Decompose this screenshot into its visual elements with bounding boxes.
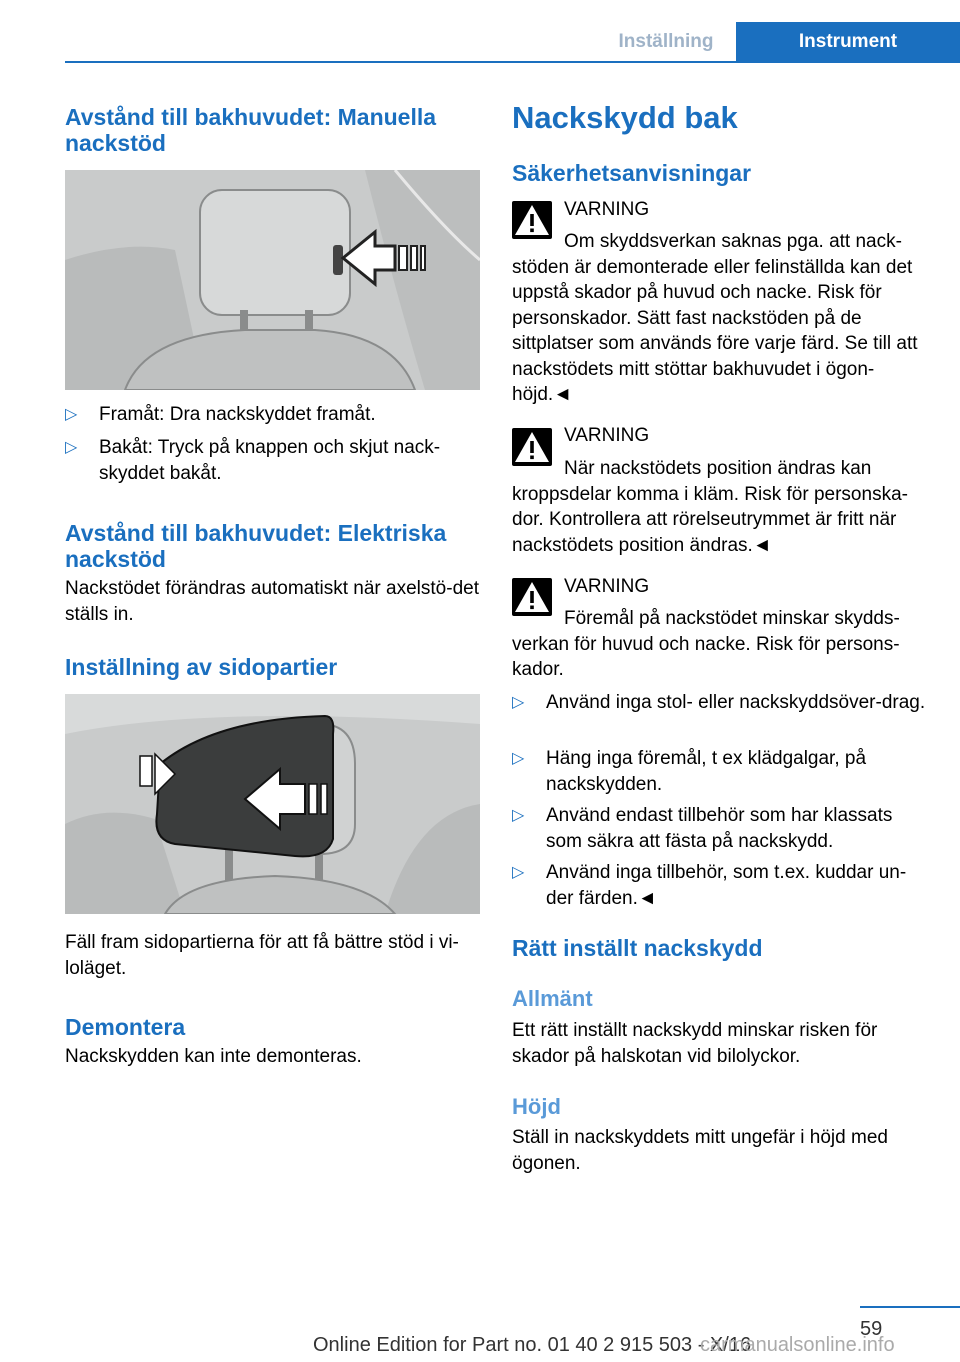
paragraph-height: Ställ in nackskyddets mitt ungefär i höjd med ögonen.	[512, 1127, 888, 1174]
list-item: ▷ Häng inga föremål, t ex klädgalgar, på nackskydden.	[512, 748, 867, 795]
watermark: carmanualsonline.info	[700, 1334, 895, 1356]
triangle-bullet-icon: ▷	[512, 807, 525, 824]
triangle-bullet-icon: ▷	[512, 694, 525, 711]
warning-label: VARNING	[564, 576, 650, 597]
list-item: ▷ Bakåt: Tryck på knappen och skjut nack-skyddet bakåt.	[65, 437, 441, 484]
page-title: Nackskydd bak	[512, 100, 738, 135]
footer-divider	[860, 1306, 960, 1308]
paragraph-remove: Nackskydden kan inte demonteras.	[65, 1046, 362, 1067]
paragraph-general: Ett rätt inställt nackskydd minskar risken för skador på halskotan vid bilolyckor.	[512, 1020, 878, 1067]
heading-safety: Säkerhetsanvisningar	[512, 160, 752, 186]
warning-text: Föremål på nackstödet minskar skydds-verkan för huvud och nacke. Risk för persons-kador.	[512, 608, 900, 680]
paragraph-electric: Nackstödet förändras automatiskt när axelstö-det ställs in.	[65, 578, 479, 625]
heading-remove: Demontera	[65, 1014, 186, 1040]
heading-general: Allmänt	[512, 986, 593, 1011]
page-number: 59	[860, 1318, 883, 1340]
triangle-bullet-icon: ▷	[65, 439, 78, 456]
triangle-bullet-icon: ▷	[65, 406, 78, 423]
heading-correct-headrest: Rätt inställt nackskydd	[512, 935, 763, 961]
list-item: ▷ Använd inga stol- eller nackskyddsöver-drag.	[512, 690, 927, 742]
warning-text: När nackstödets position ändras kan kroppsdelar komma i kläm. Risk för personska-dor. Kontrollera att rörelseutrymmet är fritt när nackstödets position ändras.◄	[512, 458, 908, 556]
heading-manual-headrest: Avstånd till bakhuvudet: Manuella nackstöd	[65, 104, 437, 156]
paragraph-side-parts: Fäll fram sidopartierna för att få bättre stöd i vi-loläget.	[65, 932, 459, 979]
warning-label: VARNING	[564, 425, 650, 446]
triangle-bullet-icon: ▷	[512, 864, 525, 881]
header-divider	[65, 61, 960, 63]
footer	[0, 1332, 960, 1362]
list-item: ▷ Använd inga tillbehör, som t.ex. kuddar un-der färden.◄	[512, 862, 907, 909]
tab-chapter[interactable]: Instrument	[736, 22, 960, 62]
heading-side-parts: Inställning av sidopartier	[65, 654, 338, 680]
list-item: ▷ Använd endast tillbehör som har klassats som säkra att fästa på nackskydd.	[512, 805, 893, 852]
warning-label: VARNING	[564, 199, 650, 220]
heading-height: Höjd	[512, 1094, 561, 1119]
heading-electric-headrest: Avstånd till bakhuvudet: Elektriska nackstöd	[65, 520, 447, 572]
edition-text: Online Edition for Part no. 01 40 2 915 503 - X/16	[313, 1334, 752, 1356]
warning-text: Om skyddsverkan saknas pga. att nack-stöden är demonterade eller felinställda kan det uppstå skador på huvud och nacke. Risk för personskador. Sätt fast nackstöden på de sittplatser som används före varje färd. Se till att nackstödets mitt stöttar bakhuvudet i ögon-höjd.◄	[512, 231, 918, 405]
tab-section[interactable]: Inställning	[618, 31, 714, 52]
photo-manual-headrest	[65, 170, 480, 390]
headrest-illustration	[65, 170, 480, 390]
side-wing-illustration	[65, 694, 480, 914]
triangle-bullet-icon: ▷	[512, 750, 525, 767]
list-item: ▷ Framåt: Dra nackskyddet framåt.	[65, 402, 480, 428]
photo-side-parts	[65, 694, 480, 914]
